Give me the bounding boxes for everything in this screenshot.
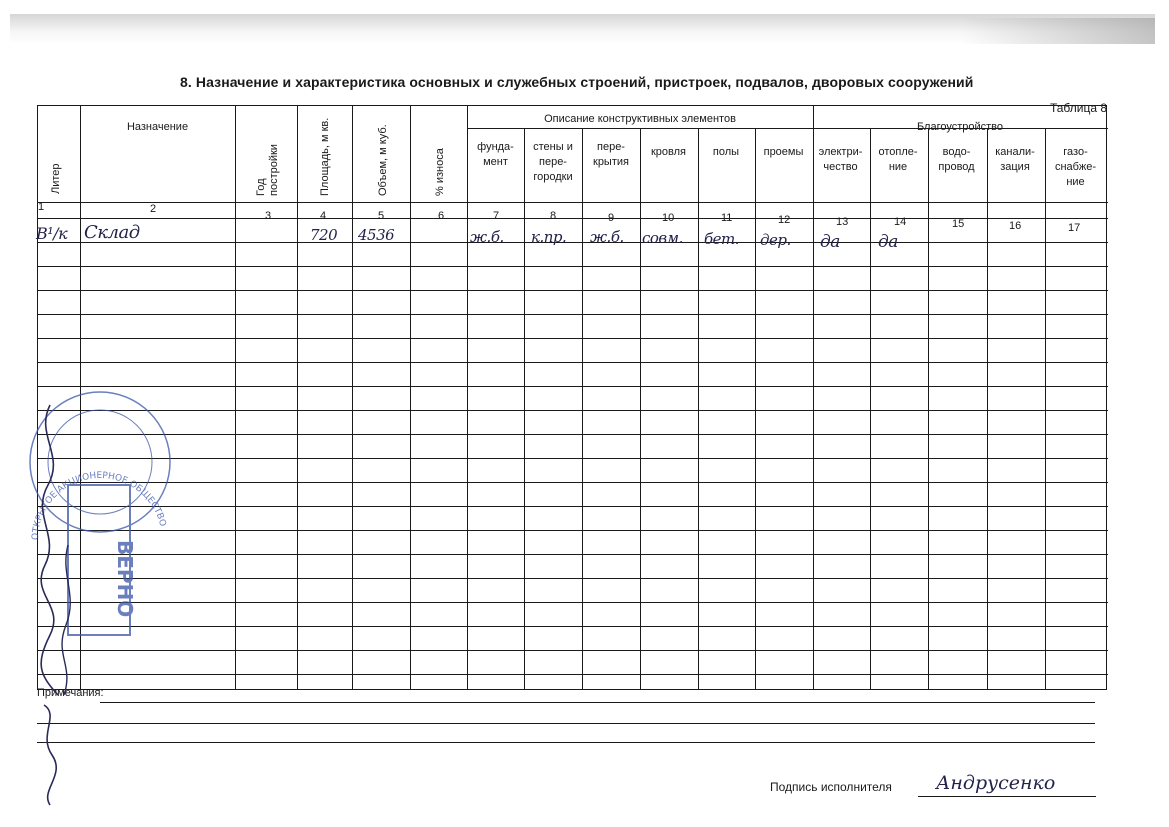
row1-liter: В¹/к: [36, 224, 68, 243]
header-roof: кровля: [650, 146, 686, 158]
section-title: 8. Назначение и характеристика основных и служебных строений, пристроек, подвалов, дворовых сооружений: [180, 74, 974, 90]
notes-line: [37, 723, 1095, 724]
characteristics-table: [37, 105, 1107, 690]
column-number: 12: [778, 214, 791, 226]
notes-line: [100, 702, 1095, 703]
header-year: Год постройки: [255, 144, 280, 196]
row1-area: 720: [310, 226, 338, 244]
header-volume: Объем, м куб.: [377, 124, 389, 196]
stamp-ring-text: ОТКРЫТОЕ АКЦИОНЕРНОЕ ОБЩЕСТВО: [30, 470, 168, 541]
row1-heating: да: [878, 232, 898, 252]
header-sewer: канали- зация: [995, 146, 1035, 173]
row1-name: Склад: [84, 222, 140, 243]
column-number: 11: [721, 212, 733, 224]
header-liter: Литер: [50, 163, 62, 194]
column-number: 14: [894, 216, 907, 228]
signature-line: [918, 796, 1096, 797]
column-number: 7: [493, 210, 500, 222]
column-number: 8: [550, 210, 557, 222]
column-number: 15: [952, 218, 965, 230]
row1-walls: к.пр.: [531, 228, 567, 246]
header-area: Площадь, м кв.: [319, 117, 331, 196]
executor-signature: Андрусенко: [936, 772, 1056, 794]
column-number: 10: [662, 212, 675, 224]
column-number: 9: [608, 212, 615, 224]
header-electricity: электри- чество: [818, 146, 863, 173]
column-number: 3: [265, 210, 272, 222]
header-foundation: фунда- мент: [477, 141, 514, 168]
header-gas: газо- снабже- ние: [1054, 146, 1096, 188]
row1-foundation: ж.б.: [470, 228, 504, 246]
column-number: 6: [438, 210, 445, 222]
header-wear: % износа: [434, 148, 446, 196]
row1-openings: дер.: [760, 231, 791, 249]
column-number: 2: [150, 203, 157, 215]
header-walls: стены и пере- городки: [533, 141, 573, 183]
column-number: 17: [1068, 222, 1081, 234]
row1-floor: бет.: [704, 230, 740, 248]
stamp-box-text: ВЕРНО: [113, 540, 137, 618]
header-water: водо- провод: [938, 146, 975, 173]
header-floor: полы: [712, 146, 740, 158]
margin-signature: [30, 395, 85, 815]
header-floors: пере- крытия: [593, 141, 629, 168]
header-amenities-group: Благоустройство: [916, 121, 1004, 133]
column-number: 1: [38, 201, 45, 213]
header-name: Назначение: [126, 121, 189, 133]
row1-volume: 4536: [358, 226, 395, 244]
header-heating: отопле- ние: [878, 146, 918, 173]
header-openings: проемы: [763, 146, 804, 158]
row1-roof: совм.: [642, 229, 683, 247]
header-constructive-group: Описание конструктивных элементов: [544, 113, 736, 125]
column-number: 4: [320, 210, 327, 222]
table-number-label: Таблица 8: [1049, 101, 1107, 115]
column-number: 13: [836, 216, 849, 228]
row1-floors: ж.б.: [590, 228, 624, 246]
signature-label: Подпись исполнителя: [770, 780, 892, 794]
row1-electricity: да: [820, 232, 840, 252]
scan-shadow-corner: [960, 18, 1155, 44]
notes-label: Примечания:: [37, 687, 104, 699]
column-number: 16: [1009, 220, 1022, 232]
column-number: 5: [378, 210, 385, 222]
notes-line: [37, 742, 1095, 743]
